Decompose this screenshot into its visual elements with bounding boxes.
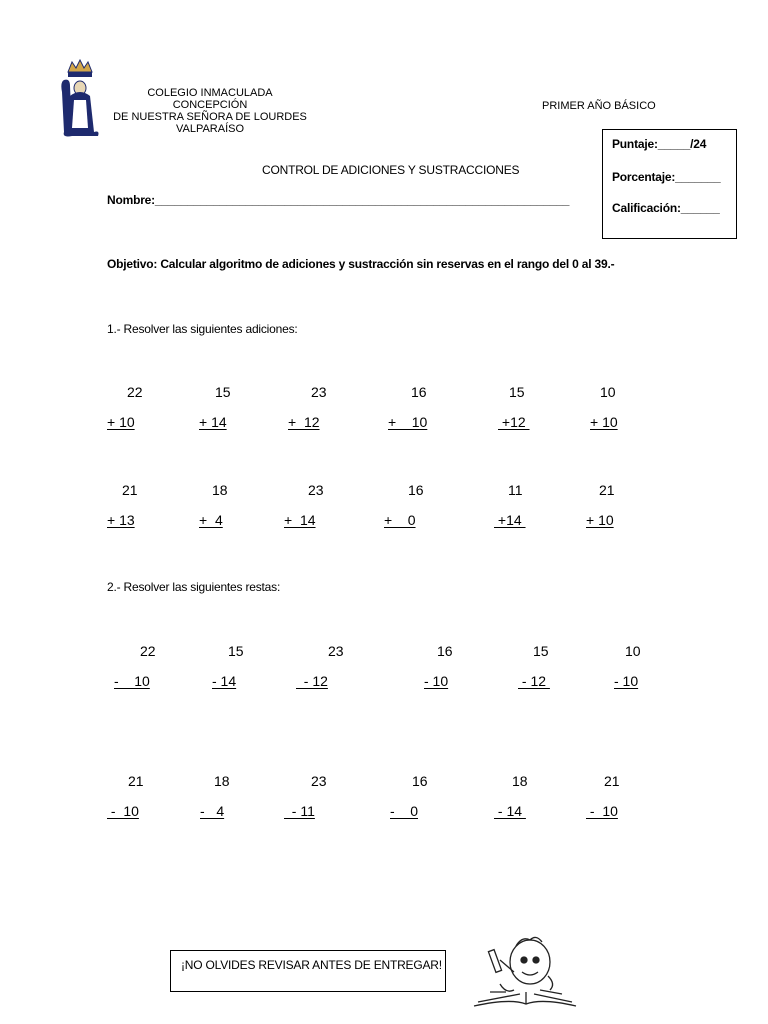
addition-problem [288, 384, 368, 430]
top-number: 10 [600, 384, 616, 400]
subtraction-row-2 [0, 773, 768, 833]
addition-problem [498, 384, 578, 430]
addition-row-1 [0, 384, 768, 444]
subtraction-problem [114, 643, 194, 689]
bottom-number-text: + 10 [388, 414, 428, 430]
top-number: 22 [140, 643, 156, 659]
addition-problem [107, 482, 187, 528]
subtraction-problem [212, 643, 292, 689]
bottom-number: + 12 [288, 414, 320, 430]
calificacion-field: Calificación:______ [612, 201, 720, 215]
puntaje-field: Puntaje:_____/24 [612, 137, 707, 151]
grade-label: PRIMER AÑO BÁSICO [542, 100, 656, 112]
addition-row-2 [0, 482, 768, 542]
section1-heading: 1.- Resolver las siguientes adiciones: [107, 322, 298, 336]
objetivo-text: Objetivo: Calcular algoritmo de adiciones y sustracción sin reservas en el rango del 0 al 39.- [107, 257, 615, 271]
school-name-line2: DE NUESTRA SEÑORA DE LOURDES [113, 111, 307, 123]
bottom-number: - 14 [494, 803, 526, 819]
bottom-number: - 11 [284, 803, 315, 819]
bottom-number: +14 [494, 512, 526, 528]
addition-problem [590, 384, 670, 430]
bottom-number: - 4 [200, 803, 225, 819]
addition-problem [494, 482, 574, 528]
top-number: 15 [228, 643, 244, 659]
top-number: 18 [214, 773, 230, 789]
bottom-number [388, 414, 468, 430]
subtraction-problem [518, 643, 598, 689]
top-number: 10 [625, 643, 641, 659]
bottom-number: + 10 [107, 414, 135, 430]
top-number: 16 [437, 643, 453, 659]
bottom-number: - 10 [114, 673, 150, 689]
addition-problem [199, 482, 279, 528]
bottom-number: - 10 [107, 803, 139, 819]
addition-problem [384, 482, 464, 528]
top-number: 23 [311, 773, 327, 789]
addition-problem [107, 384, 187, 430]
bottom-number: - 0 [390, 803, 419, 819]
bottom-number: + 10 [586, 512, 614, 528]
bottom-number: - 12 [296, 673, 328, 689]
subtraction-problem [586, 773, 666, 819]
subtraction-problem [284, 773, 364, 819]
school-logo [58, 58, 102, 140]
school-name [110, 87, 310, 135]
bottom-number: - 14 [212, 673, 237, 689]
page-title: CONTROL DE ADICIONES Y SUSTRACCIONES [262, 163, 520, 177]
top-number: 18 [212, 482, 228, 498]
subtraction-row-1 [0, 643, 768, 703]
subtraction-problem [424, 643, 504, 689]
reminder-box [170, 950, 446, 992]
section2-heading: 2.- Resolver las siguientes restas: [107, 580, 281, 594]
bottom-number: +12 [498, 414, 530, 430]
top-number: 21 [604, 773, 620, 789]
addition-problem [199, 384, 279, 430]
reminder-text: ¡NO OLVIDES REVISAR ANTES DE ENTREGAR! [181, 958, 442, 972]
subtraction-problem [107, 773, 187, 819]
bottom-number: - 10 [586, 803, 618, 819]
score-box [602, 129, 737, 239]
nombre-field: Nombre:________________________________________________________________ [107, 193, 570, 207]
top-number: 16 [408, 482, 424, 498]
top-number: 18 [512, 773, 528, 789]
porcentaje-field: Porcentaje:_______ [612, 170, 721, 184]
addition-problem [388, 384, 468, 430]
top-number: 21 [122, 482, 138, 498]
top-number: 15 [215, 384, 231, 400]
bottom-number: - 10 [614, 673, 639, 689]
subtraction-problem [614, 643, 694, 689]
top-number: 21 [599, 482, 615, 498]
top-number: 16 [411, 384, 427, 400]
school-name-line3: VALPARAÍSO [175, 123, 245, 135]
top-number: 23 [308, 482, 324, 498]
bottom-number: + 14 [284, 512, 316, 528]
school-name-line1: COLEGIO INMACULADA CONCEPCIÓN [147, 87, 273, 111]
top-number: 22 [127, 384, 143, 400]
bottom-number: - 12 [518, 673, 550, 689]
bottom-number: - 10 [424, 673, 449, 689]
bottom-number: + 13 [107, 512, 135, 528]
bottom-number: + 14 [199, 414, 227, 430]
top-number: 21 [128, 773, 144, 789]
top-number: 23 [328, 643, 344, 659]
addition-problem [284, 482, 364, 528]
subtraction-problem [200, 773, 280, 819]
top-number: 11 [508, 482, 523, 498]
top-number: 23 [311, 384, 327, 400]
top-number: 15 [509, 384, 525, 400]
top-number: 15 [533, 643, 549, 659]
top-number: 16 [412, 773, 428, 789]
student-writing-illustration [470, 932, 580, 1012]
subtraction-problem [296, 643, 376, 689]
bottom-number: + 0 [384, 512, 416, 528]
bottom-number: + 10 [590, 414, 618, 430]
addition-problem [586, 482, 666, 528]
subtraction-problem [494, 773, 574, 819]
subtraction-problem [390, 773, 470, 819]
bottom-number: + 4 [199, 512, 223, 528]
